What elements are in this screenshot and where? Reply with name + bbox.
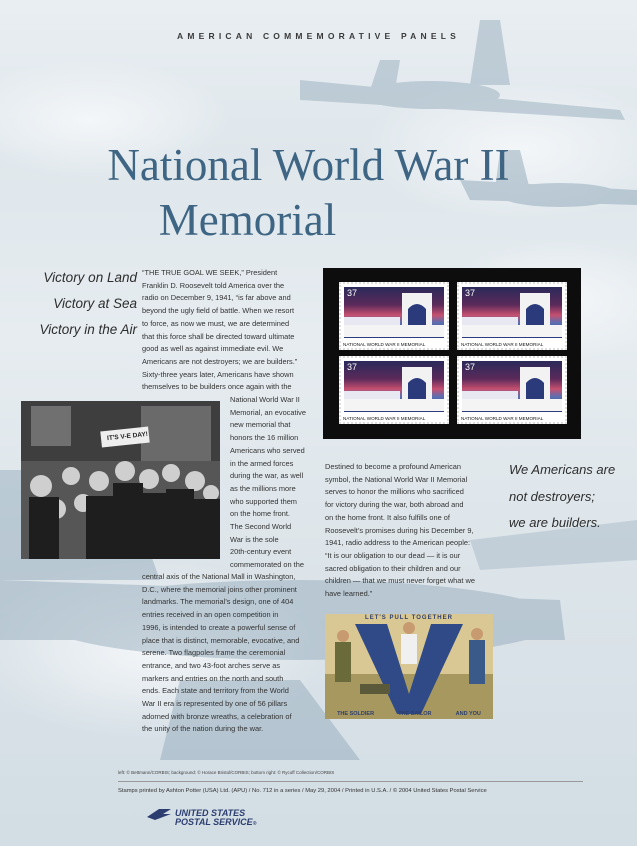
body-line: “It is our obligation to our dead — it is our	[325, 550, 461, 560]
side-quote-air: Victory in the Air	[39, 322, 137, 337]
body-line: during the war, as well	[230, 471, 304, 481]
body-column-narrow	[230, 394, 322, 572]
side-quote-land: Victory on Land	[43, 270, 137, 285]
body-line: themselves to be builders once again with the	[142, 382, 292, 392]
stamp-caption: NATIONAL WORLD WAR II MEMORIAL	[343, 416, 426, 421]
body-line: have learned.”	[325, 589, 373, 599]
body-line: who supported them	[230, 496, 297, 506]
body-line: 1941, radio address to the American people:	[325, 538, 471, 548]
body-line: 20th-century event	[230, 547, 292, 557]
body-line: War II era is represented by one of 56 pillars	[142, 699, 288, 709]
body-column-top	[142, 267, 322, 394]
ve-day-crowd-photo	[21, 401, 220, 559]
body-line: Destined to become a profound American	[325, 462, 461, 471]
body-line: symbol, the National World War II Memorial	[325, 474, 468, 484]
poster-caption	[325, 711, 493, 717]
body-line: commemorated on the	[230, 560, 304, 570]
usps-logo-text	[175, 809, 256, 829]
pull-quote-line-1: We Americans are	[509, 462, 616, 477]
body-line: children — that we must never forget what we	[325, 576, 475, 586]
stamp-bottom-right	[457, 356, 567, 424]
body-line: in the armed forces	[230, 458, 294, 468]
stamp-top-left	[339, 282, 449, 350]
body-line: serves to honor the millions who sacrificed	[325, 487, 464, 497]
poster-headline: LET'S PULL TOGETHER	[365, 615, 453, 621]
poster-caption-you: AND YOU	[455, 711, 481, 717]
memorial-arch-illustration	[344, 287, 444, 337]
printer-info: Stamps printed by Ashton Potter (USA) Ltd. (APU) / No. 712 in a series / May 29, 2004 / Printed in U.S.A. / © 2004 United States Postal Service	[118, 788, 487, 794]
body-line: 1996, is intended to create a powerful sense of	[142, 622, 296, 632]
usps-logo-line-2-text: POSTAL SERVICE	[175, 817, 253, 827]
stamp-denomination: 37	[347, 362, 358, 372]
crowd-illustration	[21, 401, 220, 559]
body-line: “THE TRUE GOAL WE SEEK,” President	[142, 268, 278, 277]
body-line: new memorial that	[230, 420, 291, 430]
body-line: good as well as against immediate evil. We	[142, 344, 284, 354]
body-line: the unity of the nation during the war.	[142, 724, 264, 734]
stamp-caption: NATIONAL WORLD WAR II MEMORIAL	[461, 342, 544, 347]
photo-credits: left: © Bettmann/CORBIS; background: © Horace Bristol/CORBIS; bottom right: © Rycoff Collection/CORBIS	[118, 770, 335, 775]
usps-logo-line-2	[175, 818, 256, 829]
stamp-denomination: 37	[347, 288, 358, 298]
body-column-bottom	[142, 571, 322, 736]
body-line: as the millions more	[230, 483, 296, 493]
page-title-line-2: Memorial	[158, 195, 337, 245]
body-line: Americans are not destroyers; we are builders.”	[142, 356, 298, 366]
body-line: markers and entries on the north and south	[142, 673, 284, 683]
body-line: to force, as now we must, we are determined	[142, 318, 290, 328]
body-line: sacred obligation to their children and our	[325, 563, 461, 573]
stamp-block	[323, 268, 581, 439]
poster-caption-soldier: THE SOLDIER	[337, 711, 375, 717]
stamp-denomination: 37	[465, 288, 476, 298]
body-line: adorned with bronze wreaths, a celebration of	[142, 711, 292, 721]
stamp-artwork	[462, 287, 562, 338]
stamp-artwork	[344, 361, 444, 412]
memorial-arch-illustration	[462, 361, 562, 411]
body-line: Roosevelt’s promises during his December 9,	[325, 525, 474, 535]
stamp-artwork	[344, 287, 444, 338]
body-line: entries received in an open competition in	[142, 610, 279, 620]
pull-quote-line-2: not destroyers;	[509, 489, 595, 504]
stamp-top-right	[457, 282, 567, 350]
body-line: that this force shall be directed toward ultimate	[142, 331, 295, 341]
body-line: place that is distinct, memorable, evocative, and	[142, 635, 300, 645]
body-line: beyond the ugly field of battle. When we resort	[142, 306, 295, 316]
body-line: on the home front. It also fulfills one of	[325, 512, 450, 522]
memorial-arch-illustration	[344, 361, 444, 411]
body-column-right	[325, 461, 503, 601]
body-line: National World War II	[230, 395, 300, 404]
stamp-bottom-left	[339, 356, 449, 424]
body-line: Memorial, an evocative	[230, 407, 306, 417]
photo-sign-text: IT'S V-E DAY!	[106, 430, 149, 443]
body-line: honors the 16 million	[230, 433, 299, 443]
body-line: D.C., where the memorial joins other prominent	[142, 584, 297, 594]
usps-registered-mark: ®	[252, 821, 257, 827]
side-quote-sea: Victory at Sea	[53, 296, 137, 311]
footer-divider	[118, 781, 583, 782]
pull-quote-line-3: we are builders.	[509, 515, 601, 530]
poster-illustration	[325, 614, 493, 719]
panel-series-kicker: AMERICAN COMMEMORATIVE PANELS	[177, 31, 460, 41]
body-line: Sixty-three years later, Americans have shown	[142, 369, 294, 379]
poster-caption-sailor: THE SAILOR	[398, 711, 432, 717]
page-title-line-1: National World War II	[107, 140, 510, 190]
body-line: serene. Two flagpoles frame the ceremonial	[142, 648, 286, 658]
body-line: for victory during the war, both abroad and	[325, 500, 464, 510]
usps-eagle-icon	[145, 807, 173, 821]
body-line: on the home front.	[230, 509, 290, 519]
stamp-artwork	[462, 361, 562, 412]
body-line: central axis of the National Mall in Washington,	[142, 572, 296, 581]
stamp-caption: NATIONAL WORLD WAR II MEMORIAL	[461, 416, 544, 421]
body-line: Franklin D. Roosevelt told America over the	[142, 280, 285, 290]
body-line: landmarks. The memorial’s design, one of 404	[142, 597, 294, 607]
body-line: ends. Each state and territory from the World	[142, 686, 289, 696]
body-line: Americans who served	[230, 445, 305, 455]
body-line: entrance, and two 43-foot arches serve as	[142, 660, 281, 670]
usps-logo-line-1: UNITED STATES	[175, 808, 246, 818]
memorial-arch-illustration	[462, 287, 562, 337]
stamp-denomination: 37	[465, 362, 476, 372]
wartime-poster	[325, 614, 493, 719]
body-line: radio on December 9, 1941, “is far above and	[142, 293, 291, 303]
body-line: The Second World	[230, 522, 292, 532]
stamp-caption: NATIONAL WORLD WAR II MEMORIAL	[343, 342, 426, 347]
body-line: War is the sole	[230, 534, 279, 544]
